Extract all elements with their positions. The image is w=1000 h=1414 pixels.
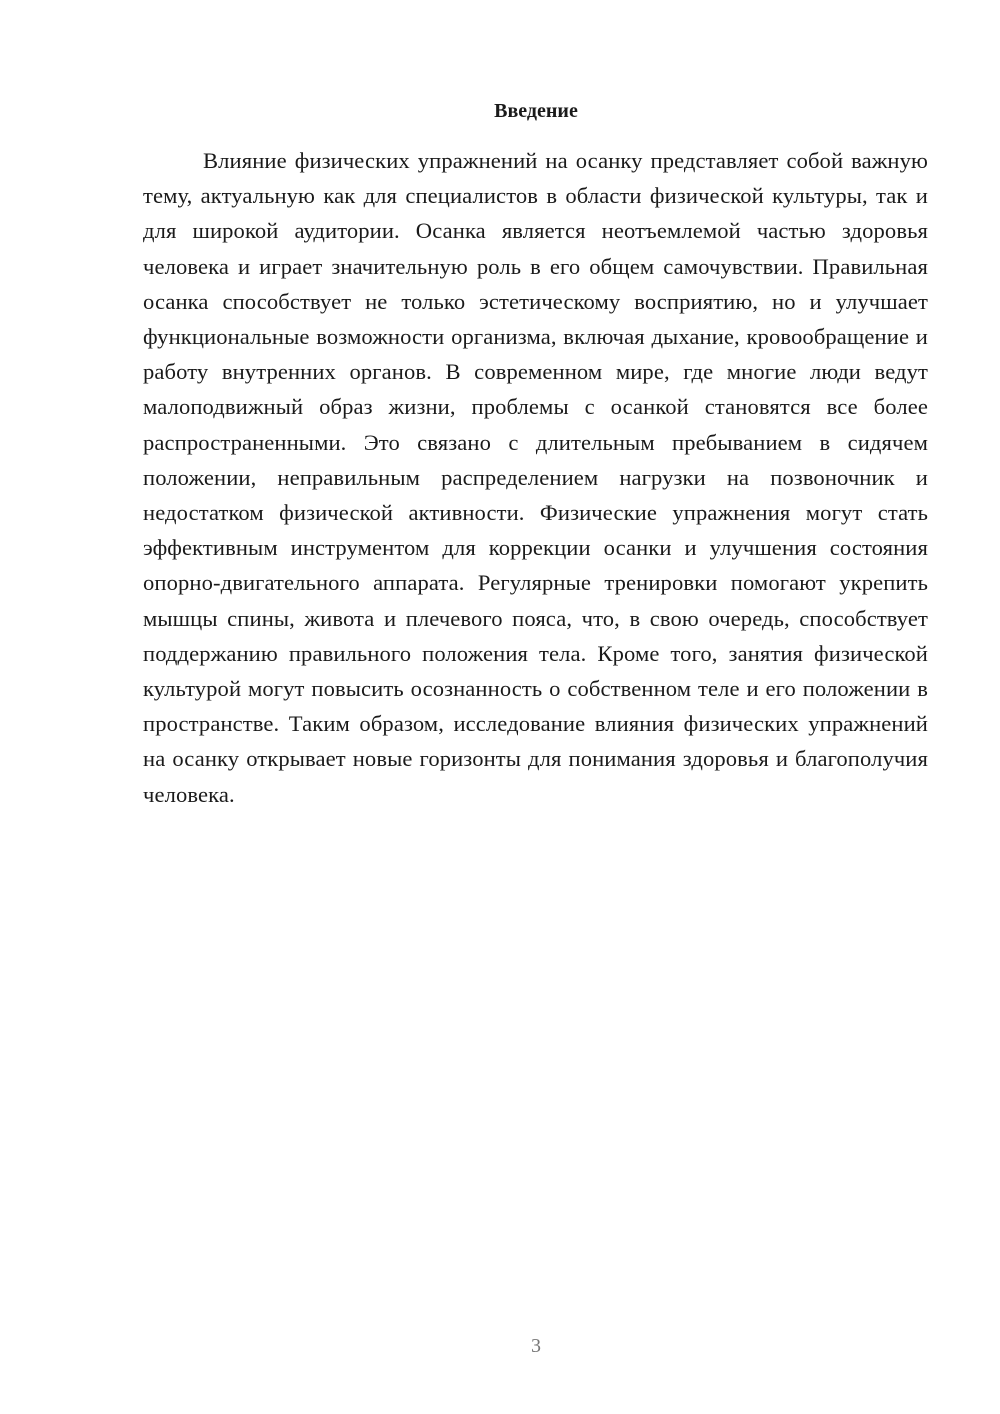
section-heading: Введение bbox=[494, 100, 578, 122]
page-number: 3 bbox=[531, 1335, 541, 1357]
body-paragraph: Влияние физических упражнений на осанку представляет собой важную тему, актуальную как для специалистов в области физической культуры, так и для широкой аудитории. Осанка является неотъемлемой частью здоровья человека и играет значительную роль в его общем самочувствии. Правильная осанка способствует не только эстетическому восприятию, но и улучшает функциональные возможности организма, включая дыхание, кровообращение и работу внутренних органов. В современном мире, где многие люди ведут малоподвижный образ жизни, проблемы с осанкой становятся все более распространенными. Это связано с длительным пребыванием в сидячем положении, неправильным распределением нагрузки на позвоночник и недостатком физической активности. Физические упражнения могут стать эффективным инструментом для коррекции осанки и улучшения состояния опорно-двигательного аппарата. Регулярные тренировки помогают укрепить мышцы спины, живота и плечевого пояса, что, в свою очередь, способствует поддержанию правильного положения тела. Кроме того, занятия физической культурой могут повысить осознанность о собственном теле и его положении в пространстве. Таким образом, исследование влияния физических упражнений на осанку открывает новые горизонты для понимания здоровья и благополучия человека. bbox=[143, 148, 928, 807]
